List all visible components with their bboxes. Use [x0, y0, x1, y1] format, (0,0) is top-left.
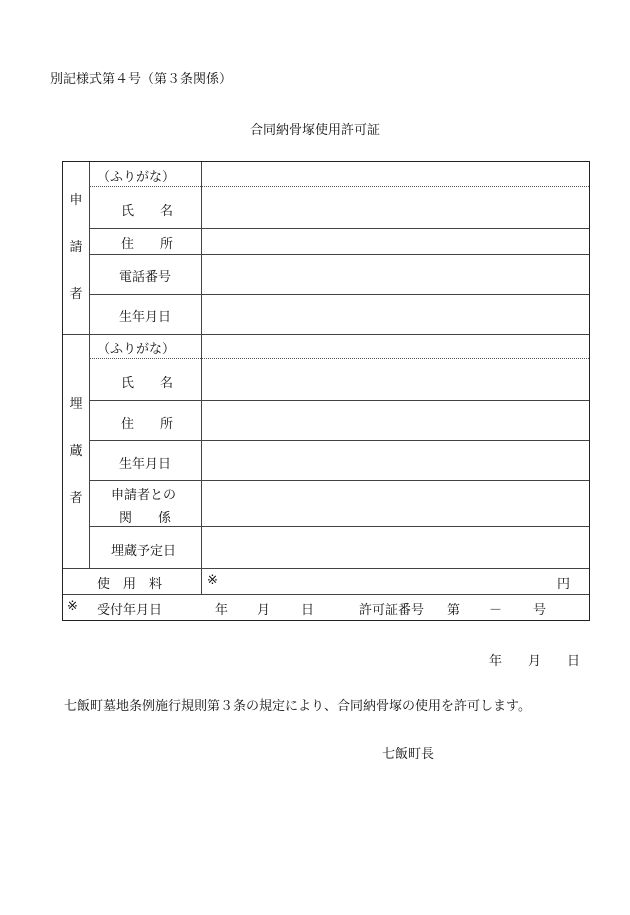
- interred-group-label: 埋 蔵 者: [69, 397, 83, 506]
- receipt-date-label: 受付年月日: [97, 603, 163, 618]
- applicant-address-label: 住 所: [121, 237, 174, 252]
- fee-unit: 円: [557, 577, 571, 592]
- fee-mark: ※: [207, 573, 218, 588]
- interred-relation-field[interactable]: [202, 481, 589, 526]
- permit-form-table: [62, 161, 590, 621]
- interred-address-label: 住 所: [121, 417, 174, 432]
- receipt-month: 月: [257, 603, 271, 618]
- permit-number-dai: 第: [447, 603, 461, 618]
- applicant-phone-field[interactable]: [202, 255, 589, 294]
- permit-number-label: 許可証番号: [359, 603, 425, 618]
- form-number: 別記様式第４号（第３条関係）: [50, 72, 233, 87]
- interred-name-label: 氏 名: [121, 376, 174, 391]
- fee-label: 使 用 料: [97, 577, 163, 592]
- fee-amount-field[interactable]: [223, 569, 553, 593]
- applicant-furigana-label: （ふりがな）: [97, 170, 176, 185]
- receipt-mark: ※: [67, 599, 78, 614]
- receipt-year: 年: [215, 603, 229, 618]
- interred-birthdate-field[interactable]: [202, 441, 589, 480]
- permit-number-dash: －: [489, 603, 503, 618]
- interred-relation-label-line1: 申請者との: [111, 488, 177, 503]
- interred-birthdate-label: 生年月日: [119, 457, 172, 472]
- interred-name-field[interactable]: [202, 359, 589, 400]
- applicant-furigana-field[interactable]: [202, 162, 589, 186]
- applicant-address-field[interactable]: [202, 229, 589, 254]
- permit-statement: 七飯町墓地条例施行規則第３条の規定により、合同納骨塚の使用を許可します。: [64, 699, 531, 714]
- interred-address-field[interactable]: [202, 401, 589, 440]
- interred-relation-label-line2: 関 係: [119, 511, 172, 526]
- applicant-phone-label: 電話番号: [119, 270, 172, 285]
- permit-number-go: 号: [533, 603, 547, 618]
- applicant-name-field[interactable]: [202, 187, 589, 228]
- interred-furigana-label: （ふりがな）: [97, 342, 176, 357]
- receipt-day: 日: [301, 603, 315, 618]
- interred-planned-date-label: 埋蔵予定日: [111, 544, 177, 559]
- interred-furigana-field[interactable]: [202, 335, 589, 358]
- document-title: 合同納骨塚使用許可証: [249, 123, 380, 138]
- applicant-birthdate-field[interactable]: [202, 295, 589, 334]
- interred-planned-date-field[interactable]: [202, 527, 589, 568]
- applicant-group-label: 申 請 者: [69, 193, 83, 302]
- issuer-name: 七飯町長: [382, 747, 435, 762]
- applicant-name-label: 氏 名: [121, 204, 174, 219]
- issue-date-line: 年 月 日: [488, 654, 580, 669]
- applicant-birthdate-label: 生年月日: [119, 310, 172, 325]
